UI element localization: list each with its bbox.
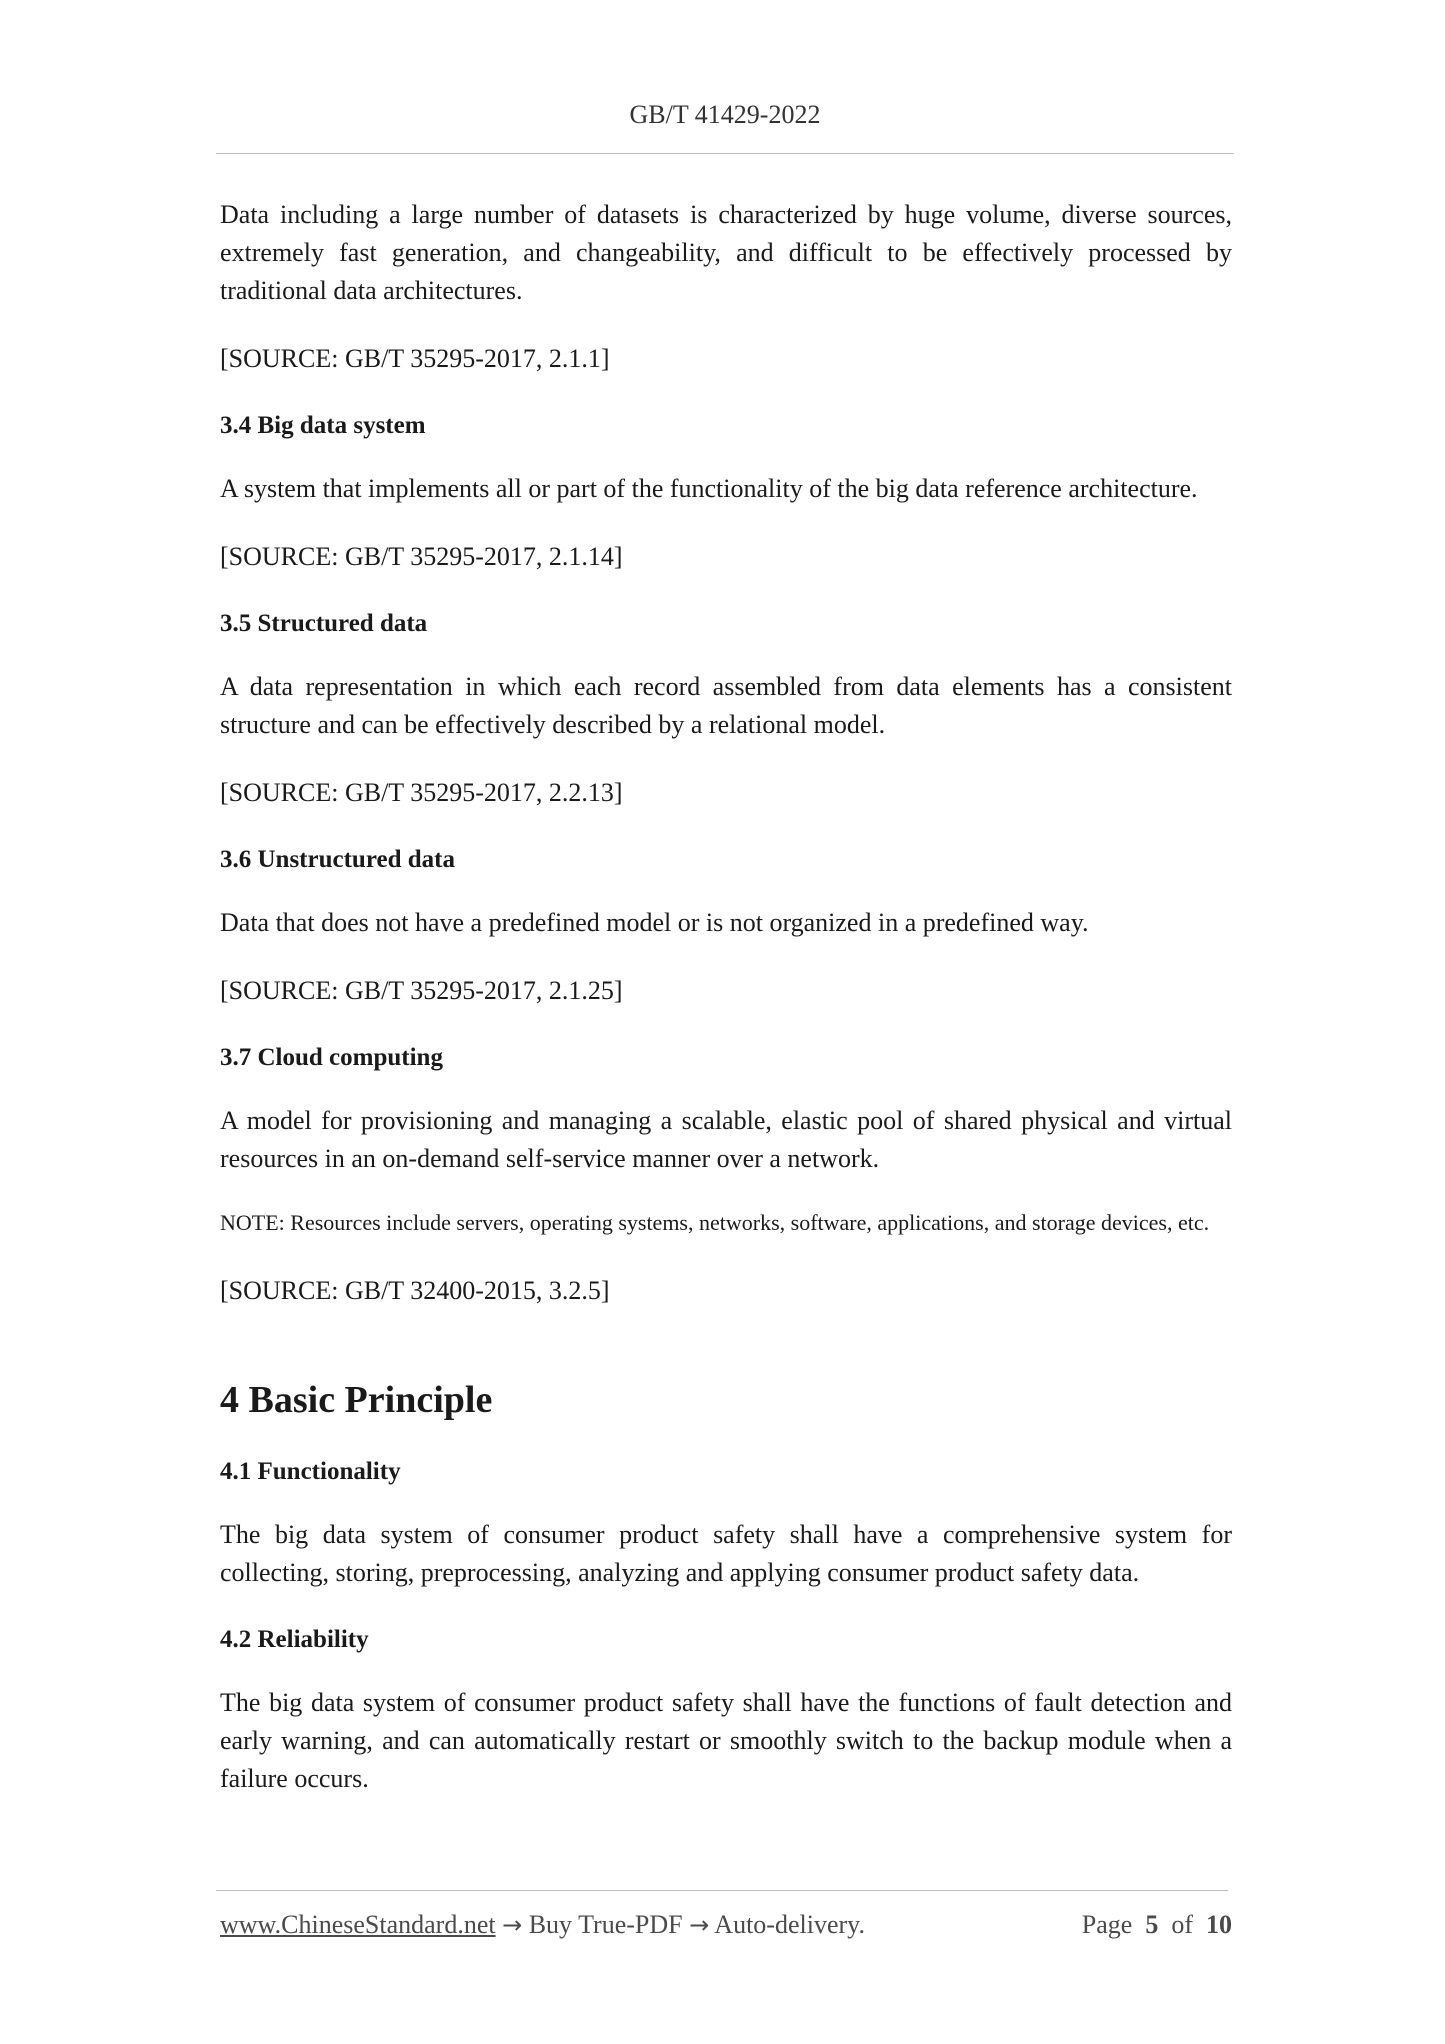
definition-text-3-7: A model for provisioning and managing a scalable, elastic pool of shared physical and virtual resources in an on-demand self-service manner over a network. <box>220 1106 1232 1173</box>
arrow-right-icon: → <box>502 1911 523 1939</box>
page-counter <box>1082 1910 1232 1940</box>
section-heading-4: 4 Basic Principle <box>220 1379 493 1421</box>
footer-promo <box>220 1910 865 1940</box>
term-heading-4-1: 4.1 Functionality <box>220 1458 401 1485</box>
arrow-right-icon: → <box>689 1911 710 1939</box>
term-heading-3-7: 3.7 Cloud computing <box>220 1044 443 1071</box>
page-label: Page <box>1081 1910 1133 1939</box>
term-heading-3-4: 3.4 Big data system <box>220 412 426 439</box>
of-label: of <box>1171 1910 1193 1939</box>
clause-text-4-2: The big data system of consumer product safety shall have the functions of fault detection and early warning, and can automatically restart or smoothly switch to the backup module when a failure occurs. <box>220 1688 1232 1793</box>
source-ref-3-3: [SOURCE: GB/T 35295-2017, 2.1.1] <box>220 344 610 373</box>
footer-divider <box>216 1890 1228 1891</box>
note-3-7: NOTE: Resources include servers, operating systems, networks, software, applications, and storage devices, etc. <box>220 1210 1210 1235</box>
source-ref-3-5: [SOURCE: GB/T 35295-2017, 2.2.13] <box>220 778 623 807</box>
total-pages-number: 10 <box>1206 1910 1232 1939</box>
definition-text-3-4: A system that implements all or part of the functionality of the big data reference architecture. <box>220 474 1198 503</box>
header-divider <box>216 153 1234 154</box>
term-heading-3-5: 3.5 Structured data <box>220 610 428 637</box>
buy-true-pdf-text: Buy True-PDF <box>528 1910 683 1939</box>
page-header: GB/T 41429-2022 <box>629 100 821 129</box>
term-heading-4-2: 4.2 Reliability <box>220 1626 369 1653</box>
auto-delivery-text: Auto-delivery. <box>714 1910 865 1939</box>
source-ref-3-6: [SOURCE: GB/T 35295-2017, 2.1.25] <box>220 976 623 1005</box>
current-page-number: 5 <box>1145 1910 1159 1939</box>
definition-text-intro: Data including a large number of datasets is characterized by huge volume, diverse sources, extremely fast generation, and changeability, and difficult to be effectively processed by traditional data architectures. <box>220 200 1232 305</box>
source-ref-3-7: [SOURCE: GB/T 32400-2015, 3.2.5] <box>220 1276 610 1305</box>
term-heading-3-6: 3.6 Unstructured data <box>220 846 455 873</box>
definition-text-3-6: Data that does not have a predefined model or is not organized in a predefined way. <box>220 908 1089 937</box>
clause-text-4-1: The big data system of consumer product safety shall have a comprehensive system for collecting, storing, preprocessing, analyzing and applying consumer product safety data. <box>220 1520 1232 1587</box>
source-ref-3-4: [SOURCE: GB/T 35295-2017, 2.1.14] <box>220 542 623 571</box>
document-body <box>220 196 1232 1798</box>
website-link[interactable]: www.ChineseStandard.net <box>220 1910 496 1939</box>
definition-text-3-5: A data representation in which each record assembled from data elements has a consistent structure and can be effectively described by a relational model. <box>220 672 1232 739</box>
